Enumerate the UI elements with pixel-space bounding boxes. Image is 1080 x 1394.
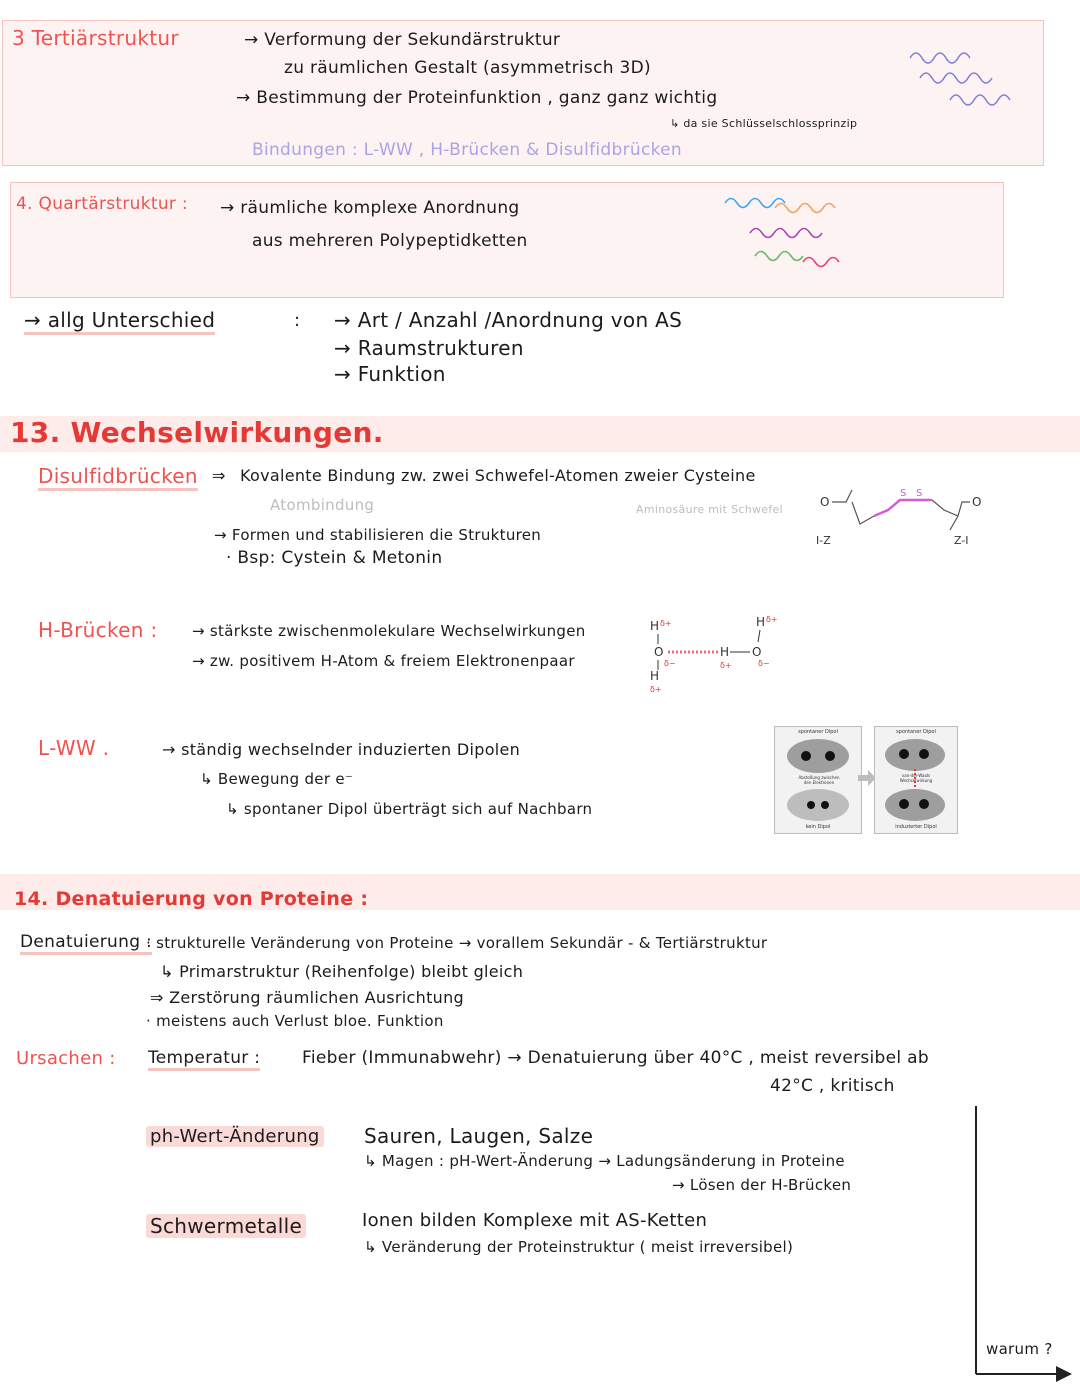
tertiary-line4: ↳ da sie Schlüsselschlossprinzip (670, 117, 858, 130)
disulfide-sub-left: Atombindung (270, 496, 375, 514)
svg-text:O: O (972, 495, 982, 509)
svg-text:H: H (650, 619, 660, 633)
svg-text:H: H (650, 669, 660, 683)
hbond-line2: → zw. positivem H-Atom & freiem Elektronenpaar (192, 652, 575, 670)
svg-text:δ+: δ+ (660, 619, 672, 628)
quaternary-heading: 4. Quartärstruktur : (16, 194, 188, 214)
definition-line4: · meistens auch Verlust bloe. Funktion (146, 1012, 444, 1030)
disulfide-label: Disulfidbrücken (38, 464, 198, 488)
ph-line2: ↳ Magen : pH-Wert-Änderung → Ladungsänderung in Proteine (364, 1152, 845, 1170)
hbond-label: H-Brücken : (38, 618, 158, 642)
svg-text:δ−: δ− (758, 659, 770, 668)
disulfide-line1: Kovalente Bindung zw. zwei Schwefel-Atomen zweier Cysteine (240, 466, 756, 485)
lww-label: L-WW . (38, 736, 110, 760)
quaternary-coil-icon (715, 188, 875, 282)
difference-label: → allg Unterschied (24, 308, 215, 332)
tertiary-heading: 3 Tertiärstruktur (12, 26, 179, 50)
svg-text:δ+: δ+ (650, 685, 662, 694)
causes-label: Ursachen : (16, 1048, 116, 1069)
svg-text:δ+: δ+ (720, 661, 732, 670)
dipole-figure-left: spontaner Dipol Abstoßung zwischen den Elektronen kein Dipol (774, 726, 862, 834)
ph-line1: Sauren, Laugen, Salze (364, 1124, 594, 1148)
svg-text:δ−: δ− (664, 659, 676, 668)
temp-line1: Fieber (Immunabwehr) → Denatuierung über 40°C , meist reversibel ab (302, 1048, 929, 1068)
temp-line2: 42°C , kritisch (770, 1076, 895, 1096)
ph-line3: → Lösen der H-Brücken (672, 1176, 852, 1194)
tertiary-line2: zu räumlichen Gestalt (asymmetrisch 3D) (284, 58, 651, 78)
svg-text:O: O (752, 645, 762, 659)
definition-line1: · strukturelle Veränderung von Proteine → vorallem Sekundär - & Tertiärstruktur (146, 934, 768, 952)
quaternary-line1: → räumliche komplexe Anordnung (220, 198, 520, 218)
disulfide-s2: S (916, 488, 923, 499)
lww-line1: → ständig wechselnder induzierten Dipolen (162, 740, 521, 759)
disulfide-s1: S (900, 488, 907, 499)
definition-label: Denatuierung : (20, 932, 152, 952)
hbond-structure-icon (640, 612, 790, 696)
metals-line1: Ionen bilden Komplexe mit AS-Ketten (362, 1210, 708, 1231)
svg-text:H: H (756, 615, 766, 629)
svg-text:O: O (654, 645, 664, 659)
disulfide-arrow: ⇒ (212, 466, 226, 485)
hbond-line1: → stärkste zwischenmolekulare Wechselwirkungen (192, 622, 586, 640)
metals-line2: ↳ Veränderung der Proteinstruktur ( meist irreversibel) (364, 1238, 794, 1256)
corner-note: warum ? (986, 1340, 1053, 1358)
disulfide-structure-icon (812, 480, 992, 560)
tertiary-line3: → Bestimmung der Proteinfunktion , ganz ganz wichtig (236, 88, 718, 108)
tertiary-coil-icon (900, 38, 1030, 118)
svg-text:I-Z: I-Z (816, 534, 831, 547)
svg-text:Z-I: Z-I (954, 534, 969, 547)
svg-text:O: O (820, 495, 830, 509)
tertiary-line1: → Verformung der Sekundärstruktur (244, 30, 561, 50)
tertiary-bonds: Bindungen : L-WW , H-Brücken & Disulfidbrücken (252, 140, 682, 160)
section14-title: 14. Denatuierung von Proteine : (14, 888, 369, 910)
dipole-figure-right: spontaner Dipol van-der-Waals Wechselwirkung induzierter Dipol (874, 726, 958, 834)
difference-colon: : (294, 310, 301, 331)
disulfide-line3: · Bsp: Cystein & Metonin (226, 548, 443, 568)
disulfide-sub-right: Aminosäure mit Schwefel (636, 503, 783, 516)
ph-label: ph-Wert-Änderung (146, 1126, 324, 1147)
temp-label: Temperatur : (148, 1048, 260, 1068)
difference-item-3: → Funktion (334, 362, 446, 386)
quaternary-line2: aus mehreren Polypeptidketten (252, 231, 528, 251)
section13-title: 13. Wechselwirkungen. (10, 416, 384, 449)
svg-text:δ+: δ+ (766, 615, 778, 624)
lww-line3: ↳ spontaner Dipol überträgt sich auf Nachbarn (226, 800, 593, 818)
svg-text:H: H (720, 645, 730, 659)
lww-line2: ↳ Bewegung der e⁻ (200, 770, 354, 788)
difference-item-1: → Art / Anzahl /Anordnung von AS (334, 308, 683, 332)
difference-item-2: → Raumstrukturen (334, 336, 524, 360)
definition-line3: ⇒ Zerstörung räumlichen Ausrichtung (150, 988, 464, 1007)
definition-line2: ↳ Primarstruktur (Reihenfolge) bleibt gleich (160, 962, 524, 981)
disulfide-line2: → Formen und stabilisieren die Strukturen (214, 526, 542, 544)
metals-label: Schwermetalle (146, 1214, 306, 1238)
